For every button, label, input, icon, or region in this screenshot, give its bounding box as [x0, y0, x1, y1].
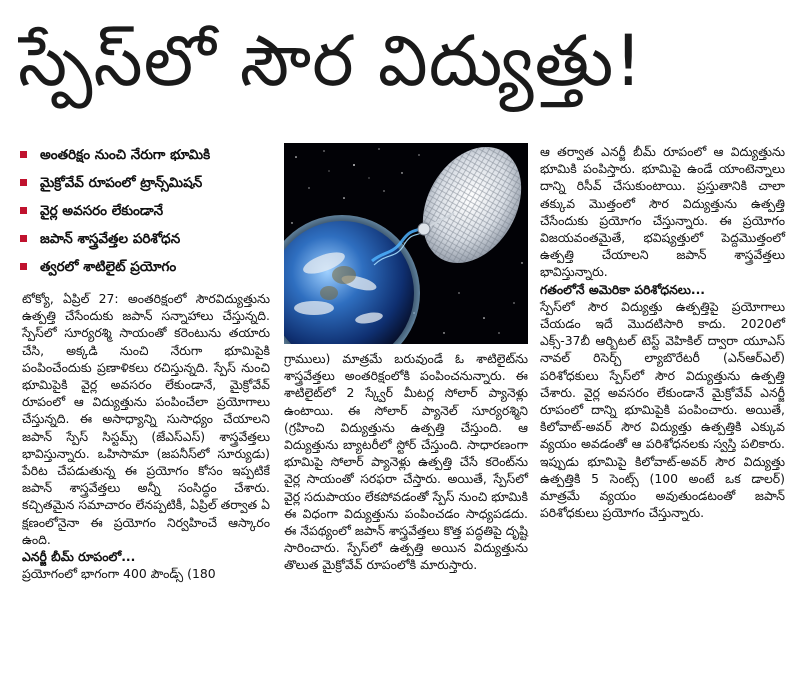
highlight-item [20, 198, 270, 226]
bullet-square-icon [20, 235, 27, 242]
space-solar-satellite-image [284, 143, 528, 344]
article-paragraph: గ్రాములు) మాత్రమే బరువుండే ఓ శాటిలైట్‌ను శాస్త్రవేత్తలు అంతరిక్షంలోకి పంపించనున్నారు. ఈ శాటిలైట్‌లో 2 స్క్వేర్ మీటర్ల సోలార్ ప్యానెళ్లు ఉంటాయి. ఈ సోలార్ ప్యానెల్ సూర్యరశ్మిని (గ్రహించి విద్యుత్తును ఉత్పత్తి చేస్తుంది. ఆ విద్యుత్తును బ్యాటరీలో స్టోర్ చేస్తుంది. సాధారణంగా భూమిపై సోలార్ ప్యానెళ్లు ఉత్పత్తి చేసే కరెంట్‌ను వైర్ల సాయంతో సరఫరా చేస్తారు. అయితే, స్పేస్‌లో వైర్ల సదుపాయం లేకపోవడంతో స్పేస్ నుంచి భూమికి ఈ విధంగా విద్యుత్తును పంపించడం సాధ్యపడదు. ఈ నేపథ్యంలో జపాన్ శాస్త్రవేత్తలు కొత్త పద్ధతిపై దృష్టి సారించారు. స్పేస్‌లో ఉత్పత్తి అయిన విద్యుత్తును తొలుత మైక్రోవేవ్ రూపంలోకి మారుస్తారు. [284, 351, 528, 573]
satellite-body [418, 223, 430, 235]
bullet-square-icon [20, 151, 27, 158]
article-column-3 [540, 143, 785, 521]
highlight-item [20, 142, 270, 170]
highlight-item [20, 226, 270, 254]
highlight-text: అంతరిక్షం నుంచి నేరుగా భూమికి [40, 147, 211, 163]
highlight-text: జపాన్ శాస్త్రవేత్తల పరిశోధన [40, 231, 181, 247]
article-paragraph: ప్రయోగంలో భాగంగా 400 పౌండ్స్ (180 [22, 566, 216, 582]
article-paragraph: ఆ తర్వాత ఎనర్జీ బీమ్ రూపంలో ఆ విద్యుత్తును భూమికి పంపిస్తారు. భూమిపై ఉండే యాంటెన్నాలు దాన్ని రిసీవ్ చేసుకుంటాయి. ప్రస్తుతానికి చాలా తక్కువ మొత్తంలో సౌర విద్యుత్తును ఉత్పత్తి చేసేందుకు ప్రయోగం చేస్తున్నారు. ఈ ప్రయోగం విజయవంతమైతే, భవిష్యత్తులో పెద్దమొత్తంలో ఉత్పత్తి చేయాలని జపాన్ శాస్త్రవేత్తలు భావిస్తున్నారు. [540, 144, 785, 280]
space-scene-illustration [284, 143, 528, 344]
bullet-square-icon [20, 207, 27, 214]
bullet-square-icon [20, 263, 27, 270]
highlight-text: మైక్రోవేవ్ రూపంలో ట్రాన్స్‌మిషన్ [40, 175, 203, 191]
bullet-square-icon [20, 179, 27, 186]
headline: స్పేస్‌లో సౌర విద్యుత్తు! [18, 20, 644, 102]
highlight-text: త్వరలో శాటిలైట్ ప్రయోగం [40, 259, 177, 275]
article-column-2 [284, 350, 528, 574]
highlight-item [20, 254, 270, 282]
highlight-text: వైర్ల అవసరం లేకుండానే [40, 203, 164, 219]
article-paragraph: టోక్యో, ఏప్రిల్ 27: అంతరిక్షంలో సౌరవిద్యుత్తును ఉత్పత్తి చేసేందుకు జపాన్ సన్నాహాలు చేస్తున్నది. స్పేస్‌లో సూర్యరశ్మి సాయంతో కరెంటును తయారు చేసి, అక్కడి నుంచి నేరుగా భూమిపైకి పంపించేందుకు ప్రణాళికలు రచిస్తున్నది. స్పేస్ నుంచి భూమిపైకి వైర్ల అవసరం లేకుండానే, మైక్రోవేవ్ రూపంలో ఆ విద్యుత్తును పంపించేలా ప్రయోగాలు చేస్తున్నది. ఈ అసాధ్యాన్ని సుసాధ్యం చేయాలని జపాన్ స్పేస్ సిస్టమ్స్ (జేఎస్ఎస్) శాస్త్రవేత్తలు భావిస్తున్నారు. ఒహిసామా (జపనీస్‌లో సూర్యుడు) పేరిట చేపడుతున్న ఈ ప్రయోగం కోసం ఇప్పటికే జపాన్ శాస్త్రవేత్తలు అన్నీ సంసిద్ధం చేశారు. కచ్చితమైన సమాచారం లేనప్పటికీ, ఏప్రిల్ తర్వాత ఏ క్షణంలోనైనా ఈ ప్రయోగం నిర్వహించే ఆస్కారం ఉంది. [22, 291, 270, 547]
highlights-list [20, 142, 270, 282]
article-paragraph: స్పేస్‌లో సౌర విద్యుత్తు ఉత్పత్తిపై ప్రయోగాలు చేయడం ఇదే మొదటిసారి కాదు. 2020లో ఎక్స్-37బీ ఆర్బిటల్ టెస్ట్ వెహికిల్ ద్వారా యూఎస్ నావల్ రిసెర్చ్ ల్యాబొరేటరీ (ఎన్ఆర్ఎల్) పరిశోధకులు స్పేస్‌లో సౌర విద్యుత్తును ఉత్పత్తి చేశారు. వైర్ల అవసరం లేకుండానే మైక్రోవేవ్ ఎనర్జీ రూపంలో దాన్ని భూమిపైకి పంపించారు. అయితే, కిలోవాట్-అవర్ సౌర విద్యుత్తు ఉత్పత్తికి ఎక్కువ వ్యయం అవడంతో ఆ పరిశోధనలకు స్వస్తి పలికారు. ఇప్పుడు భూమిపై కిలోవాట్-అవర్ సౌర విద్యుత్తు ఉత్పత్తికి 5 సెంట్స్ (100 అంటే ఒక డాలర్) మాత్రమే వ్యయం అవుతుండటంతో జపాన్ పరిశోధకులు ప్రయోగం చేస్తున్నారు. [540, 298, 785, 521]
article-column-1 [22, 290, 270, 582]
highlight-item [20, 170, 270, 198]
article-subheading: గతంలోనే అమెరికా పరిశోధనలు... [540, 281, 705, 297]
article-subheading: ఎనర్జీ బీమ్ రూపంలో... [22, 549, 136, 565]
